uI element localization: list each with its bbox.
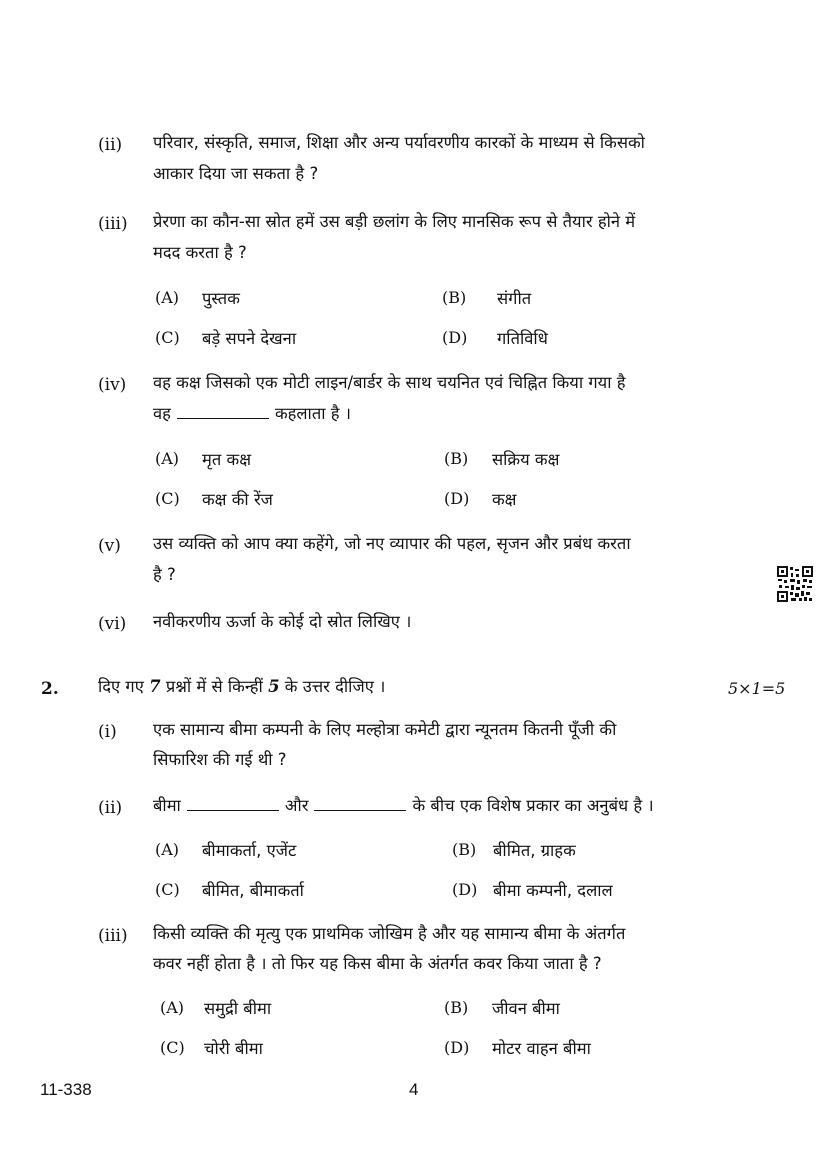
q2-ii-text: [153, 791, 654, 821]
q2-intro-attempt: 5: [268, 677, 280, 696]
q2-ii-blank-1: [187, 796, 279, 811]
q2-i-text-line2: सिफारिश की गई थी ?: [153, 750, 287, 769]
q1-iv-option-b-text: सक्रिय कक्ष: [492, 450, 560, 469]
q1-iv-text-line2: [153, 399, 351, 429]
q2-iii-option-c-label: (C): [160, 1038, 185, 1057]
q2-ii-number: (ii): [98, 798, 123, 818]
q2-ii-option-a-label: (A): [155, 840, 180, 859]
q2-i-text-line1: एक सामान्य बीमा कम्पनी के लिए मल्होत्रा कमेटी द्वारा न्यूनतम कितनी पूँजी की: [153, 720, 617, 739]
q1-iv-text-line1: वह कक्ष जिसको एक मोटी लाइन/बार्डर के साथ चयनित एवं चिह्नित किया गया है: [153, 373, 626, 392]
q1-v-number: (v): [98, 536, 121, 556]
q1-ii-number: (ii): [98, 135, 123, 155]
q2-iii-text-line2: कवर नहीं होता है । तो फिर यह किस बीमा के अंतर्गत कवर किया जाता है ?: [153, 954, 602, 973]
q2-i-number: (i): [98, 722, 117, 742]
q1-iii-text-line1: प्रेरणा का कौन-सा स्रोत हमें उस बड़ी छलांग के लिए मानसिक रूप से तैयार होने में: [153, 212, 636, 231]
q2-number: 2.: [41, 679, 59, 699]
q1-iv-blank: [177, 404, 269, 419]
q1-iii-option-b-label: (B): [442, 288, 467, 307]
q2-intro-mid: प्रश्नों में से किन्हीं: [165, 677, 263, 696]
q2-ii-pre: बीमा: [153, 796, 181, 815]
q1-iv-option-a-label: (A): [155, 449, 180, 468]
q2-iii-option-a-text: समुद्री बीमा: [204, 999, 272, 1018]
q1-iii-number: (iii): [98, 214, 128, 234]
q2-ii-option-b-text: बीमित, ग्राहक: [493, 841, 576, 860]
q2-ii-post: के बीच एक विशेष प्रकार का अनुबंध है ।: [412, 796, 654, 815]
q1-iii-option-a-text: पुस्तक: [202, 289, 240, 308]
q2-intro-total: 7: [149, 677, 161, 696]
q1-iv-option-b-label: (B): [444, 449, 469, 468]
q1-iv-option-d-text: कक्ष: [492, 490, 517, 509]
q1-iv-number: (iv): [98, 375, 127, 395]
q1-iii-option-d-text: गतिविधि: [497, 329, 548, 348]
q1-vi-number: (vi): [98, 614, 127, 634]
q1-iii-option-c-text: बड़े सपने देखना: [202, 329, 297, 348]
q1-iv-option-d-label: (D): [444, 489, 470, 508]
q2-iii-number: (iii): [98, 926, 128, 946]
q2-ii-option-c-label: (C): [155, 880, 180, 899]
q1-ii-text-line1: परिवार, संस्कृति, समाज, शिक्षा और अन्य पर्यावरणीय कारकों के माध्यम से किसको: [153, 133, 645, 152]
q2-intro-pre: दिए गए: [98, 677, 144, 696]
q2-ii-option-a-text: बीमाकर्ता, एजेंट: [202, 841, 297, 860]
q1-iv-line2-pre: वह: [153, 404, 171, 423]
q2-iii-text-line1: किसी व्यक्ति की मृत्यु एक प्राथमिक जोखिम है और यह सामान्य बीमा के अंतर्गत: [153, 924, 626, 943]
q2-intro-post: के उत्तर दीजिए ।: [284, 677, 386, 696]
q2-iii-option-b-text: जीवन बीमा: [492, 999, 560, 1018]
q1-iv-option-c-label: (C): [155, 489, 180, 508]
q2-iii-option-b-label: (B): [444, 998, 469, 1017]
q2-ii-option-c-text: बीमित, बीमाकर्ता: [202, 881, 304, 900]
q1-iii-option-d-label: (D): [442, 328, 468, 347]
q1-iv-line2-post: कहलाता है ।: [274, 404, 352, 423]
q2-iii-option-a-label: (A): [160, 998, 185, 1017]
q2-iii-option-d-text: मोटर वाहन बीमा: [492, 1039, 591, 1058]
q2-ii-option-b-label: (B): [452, 840, 477, 859]
q1-iii-option-a-label: (A): [155, 288, 180, 307]
q1-iii-option-b-text: संगीत: [497, 289, 532, 308]
q1-v-text-line1: उस व्यक्ति को आप क्या कहेंगे, जो नए व्यापार की पहल, सृजन और प्रबंध करता: [153, 534, 631, 553]
q2-marks: 5×1=5: [728, 679, 786, 698]
q1-iii-option-c-label: (C): [155, 328, 180, 347]
qr-code-icon: [776, 565, 814, 603]
q1-iv-option-a-text: मृत कक्ष: [202, 450, 252, 469]
q1-iv-option-c-text: कक्ष की रेंज: [202, 490, 273, 509]
q2-ii-blank-2: [314, 796, 406, 811]
q1-ii-text-line2: आकार दिया जा सकता है ?: [153, 164, 319, 183]
q2-ii-mid: और: [284, 796, 309, 815]
paper-code: 11-338: [40, 1080, 92, 1099]
q2-iii-option-c-text: चोरी बीमा: [204, 1039, 263, 1058]
q2-iii-option-d-label: (D): [444, 1038, 470, 1057]
page-number: 4: [409, 1080, 419, 1099]
q2-instruction: [98, 672, 385, 702]
q1-iii-text-line2: मदद करता है ?: [153, 243, 247, 262]
q1-vi-text: नवीकरणीय ऊर्जा के कोई दो स्रोत लिखिए ।: [153, 612, 412, 631]
q2-ii-option-d-label: (D): [452, 880, 478, 899]
q2-ii-option-d-text: बीमा कम्पनी, दलाल: [493, 881, 613, 900]
q1-v-text-line2: है ?: [153, 565, 176, 584]
